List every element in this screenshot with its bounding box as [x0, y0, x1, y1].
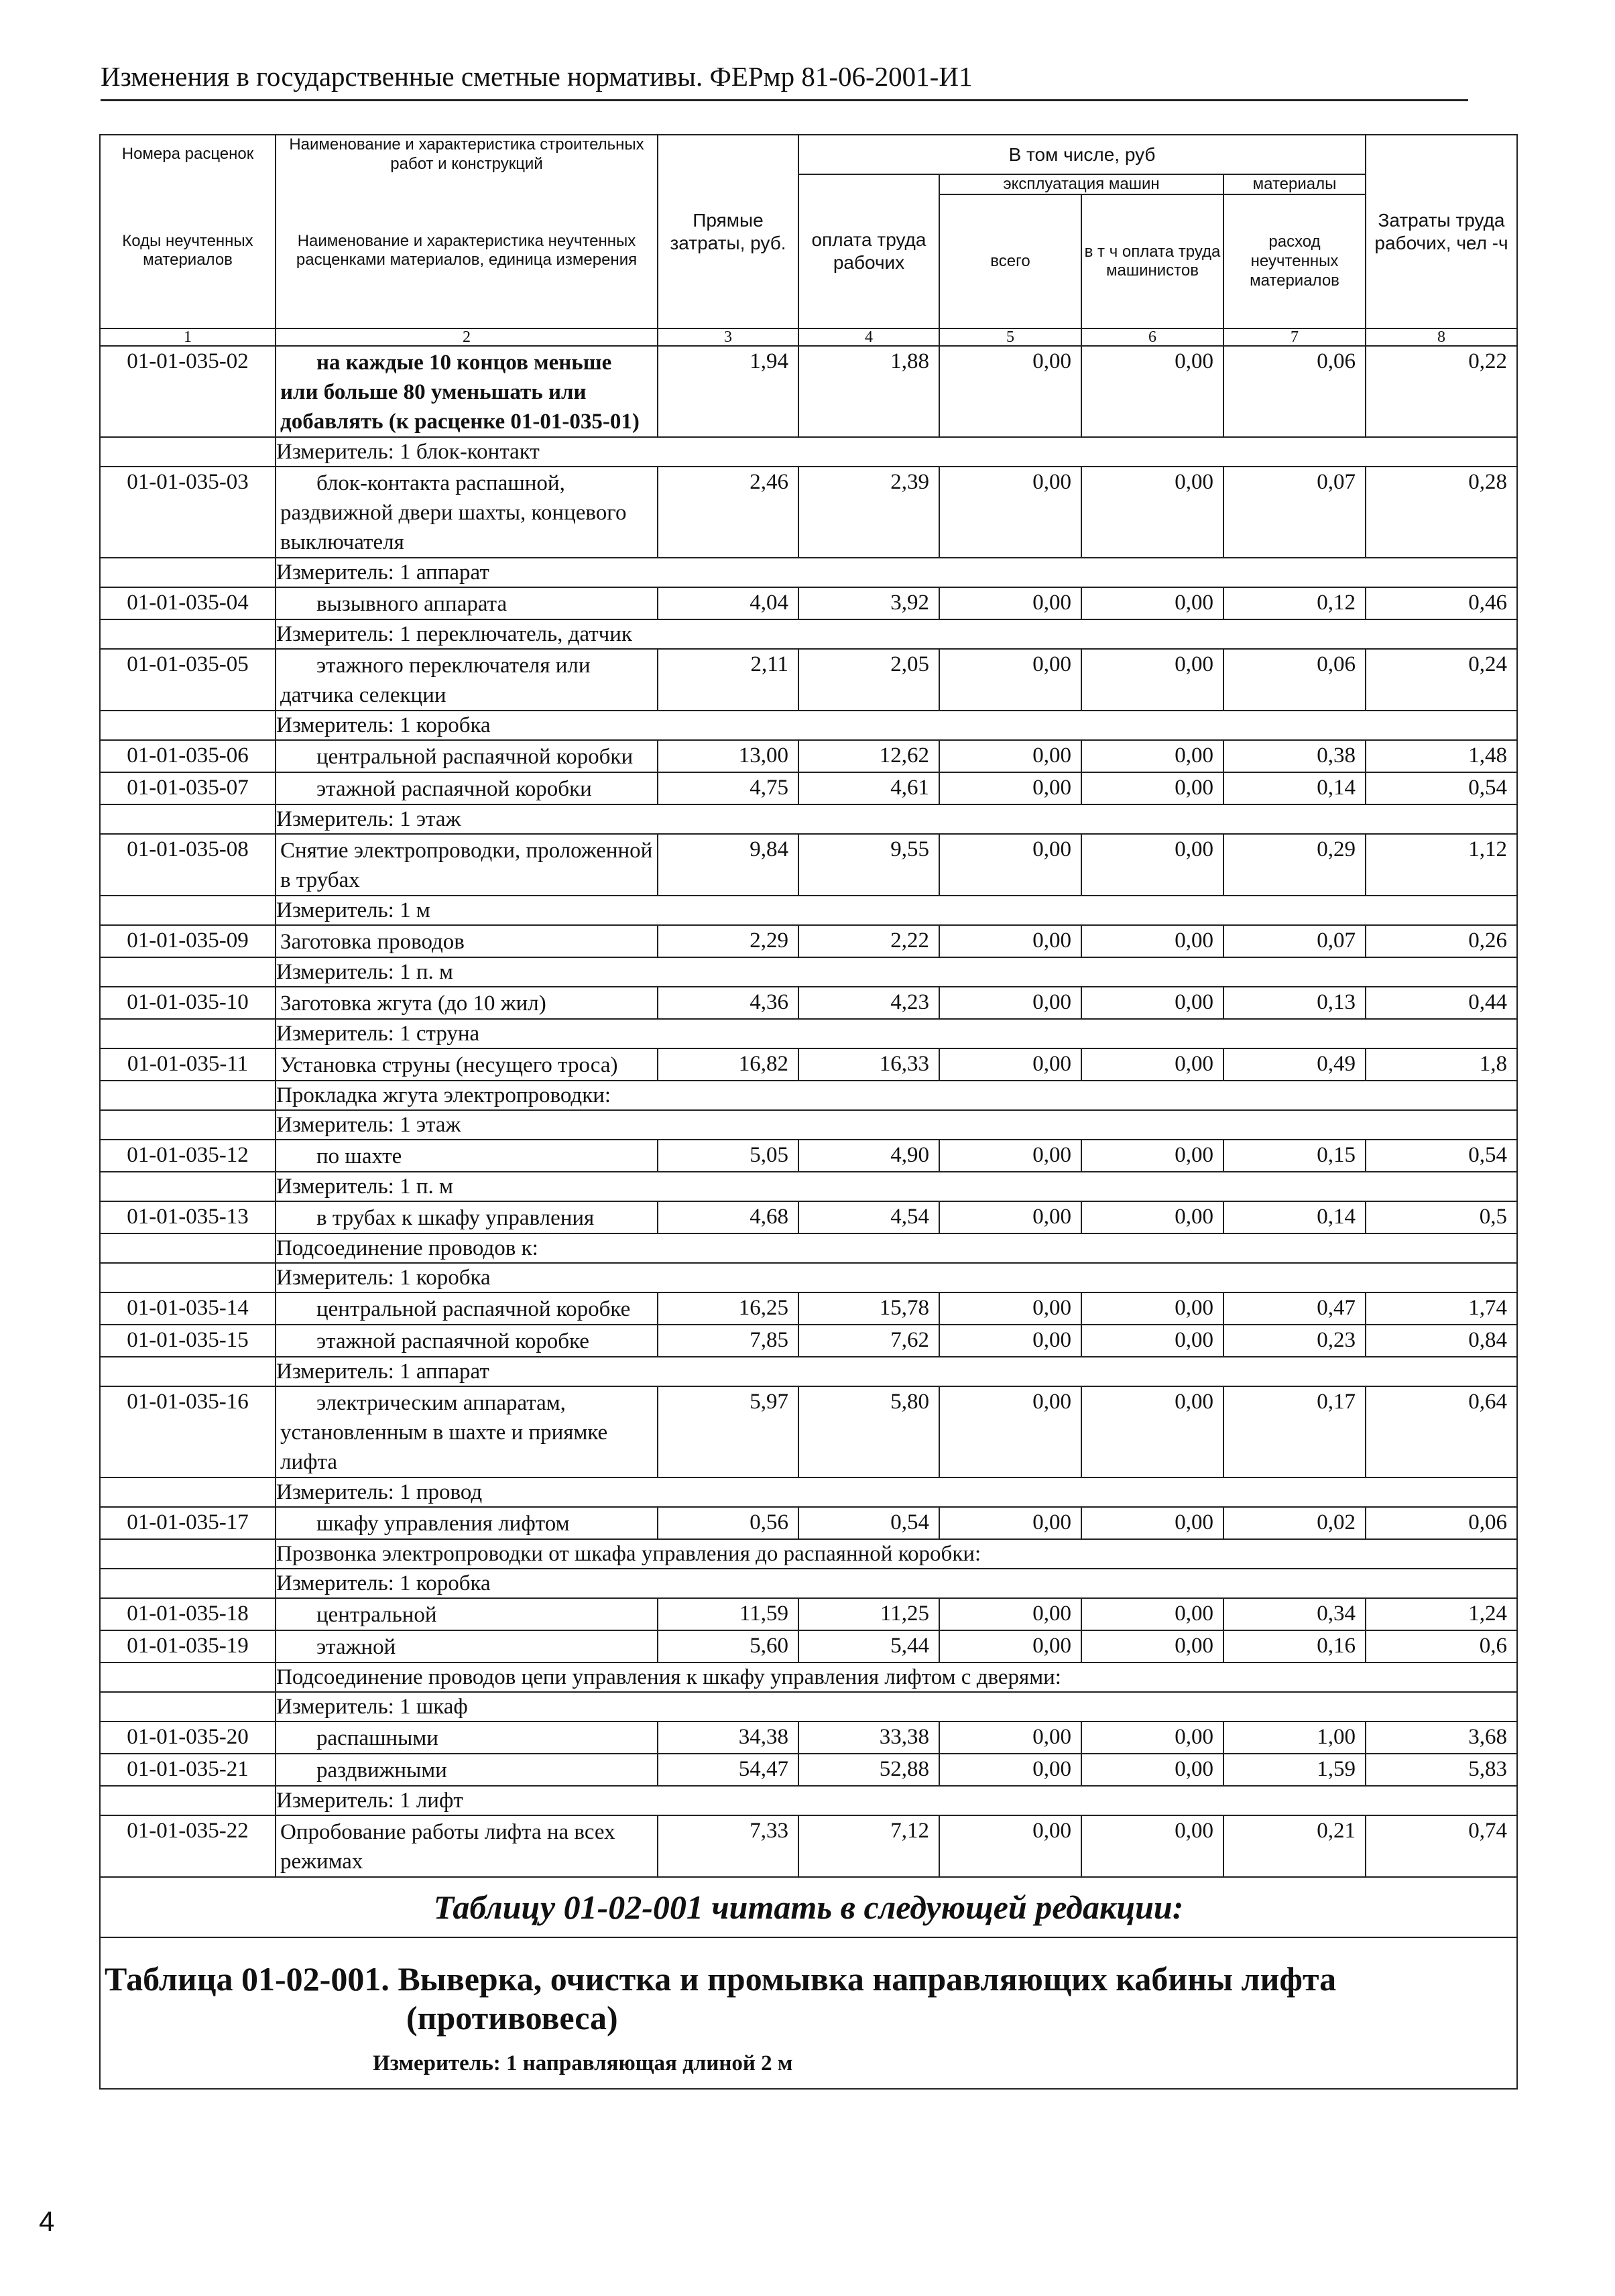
value-cell: 2,22 — [798, 925, 939, 957]
value-cell: 4,75 — [658, 772, 798, 804]
value-cell: 0,38 — [1223, 740, 1366, 772]
value-cell: 0,00 — [939, 1140, 1081, 1172]
header-machines: эксплуатация машин — [939, 174, 1223, 195]
value-cell: 0,00 — [939, 1598, 1081, 1630]
value-cell: 0,00 — [1081, 1754, 1223, 1786]
column-number: 1 — [100, 328, 276, 346]
table-row — [100, 1386, 1517, 1477]
column-number: 5 — [939, 328, 1081, 346]
value-cell: 0,14 — [1223, 772, 1366, 804]
value-cell: 0,14 — [1223, 1201, 1366, 1233]
work-name: на каждые 10 концов меньше или больше 80 уменьшать или добавлять (к расценке 01-01-035-01) — [276, 346, 658, 437]
measure-spacer — [100, 1172, 276, 1201]
value-cell: 2,05 — [798, 649, 939, 711]
value-cell: 0,24 — [1366, 649, 1517, 711]
value-cell: 2,11 — [658, 649, 798, 711]
table-row — [100, 1325, 1517, 1357]
header-machinist-pay: в т ч оплата труда машинистов — [1081, 194, 1223, 328]
value-cell: 0,00 — [1081, 1048, 1223, 1081]
measure-text: Измеритель: 1 лифт — [276, 1786, 1517, 1815]
value-cell: 0,46 — [1366, 587, 1517, 619]
rate-code: 01-01-035-15 — [100, 1325, 276, 1357]
value-cell: 0,00 — [1081, 587, 1223, 619]
value-cell: 0,00 — [939, 1754, 1081, 1786]
value-cell: 4,90 — [798, 1140, 939, 1172]
value-cell: 0,00 — [1081, 834, 1223, 896]
value-cell: 2,39 — [798, 467, 939, 558]
measure-spacer — [100, 1233, 276, 1263]
rate-code: 01-01-035-17 — [100, 1507, 276, 1539]
value-cell: 5,80 — [798, 1386, 939, 1477]
table-row — [100, 587, 1517, 619]
value-cell: 0,21 — [1223, 1815, 1366, 1877]
value-cell: 0,84 — [1366, 1325, 1517, 1357]
value-cell: 0,02 — [1223, 1507, 1366, 1539]
work-name: раздвижными — [276, 1754, 658, 1786]
work-name: центральной распаячной коробки — [276, 740, 658, 772]
header-labor-pay: оплата труда рабочих — [798, 174, 939, 329]
value-cell: 1,74 — [1366, 1292, 1517, 1325]
value-cell: 0,00 — [1081, 987, 1223, 1019]
value-cell: 0,00 — [939, 346, 1081, 437]
measure-spacer — [100, 1692, 276, 1721]
table-row — [100, 1721, 1517, 1754]
page-header-title: Изменения в государственные сметные нормативы. ФЕРмр 81-06-2001-И1 — [101, 61, 973, 92]
measure-text: Измеритель: 1 шкаф — [276, 1692, 1517, 1721]
work-name: этажного переключателя или датчика селекции — [276, 649, 658, 711]
table-row — [100, 925, 1517, 957]
table-row — [100, 1815, 1517, 1877]
work-name: Снятие электропроводки, проложенной в трубах — [276, 834, 658, 896]
value-cell: 0,00 — [939, 1201, 1081, 1233]
value-cell: 7,33 — [658, 1815, 798, 1877]
rate-code: 01-01-035-11 — [100, 1048, 276, 1081]
value-cell: 0,44 — [1366, 987, 1517, 1019]
value-cell: 4,04 — [658, 587, 798, 619]
table-row — [100, 1140, 1517, 1172]
read-as-row — [100, 1877, 1517, 1937]
header-labor-costs: Затраты труда рабочих, чел -ч — [1366, 135, 1517, 328]
value-cell: 0,74 — [1366, 1815, 1517, 1877]
header-including: В том числе, руб — [798, 135, 1366, 174]
rate-code: 01-01-035-02 — [100, 346, 276, 437]
next-table-title-line2: (противовеса) — [406, 1999, 618, 2037]
work-name: блок-контакта распашной, раздвижной двери шахты, концевого выключателя — [276, 467, 658, 558]
measure-spacer — [100, 1786, 276, 1815]
value-cell: 0,06 — [1223, 346, 1366, 437]
value-cell: 0,54 — [1366, 1140, 1517, 1172]
measure-row — [100, 1569, 1517, 1598]
column-number: 7 — [1223, 328, 1366, 346]
value-cell: 0,00 — [939, 1325, 1081, 1357]
table-row — [100, 1048, 1517, 1081]
value-cell: 0,49 — [1223, 1048, 1366, 1081]
value-cell: 0,6 — [1366, 1630, 1517, 1663]
value-cell: 0,22 — [1366, 346, 1517, 437]
value-cell: 0,00 — [1081, 772, 1223, 804]
value-cell: 0,00 — [939, 834, 1081, 896]
work-name: Заготовка проводов — [276, 925, 658, 957]
rate-code: 01-01-035-05 — [100, 649, 276, 711]
value-cell: 11,59 — [658, 1598, 798, 1630]
table-row — [100, 1507, 1517, 1539]
value-cell: 1,88 — [798, 346, 939, 437]
work-name: этажной — [276, 1630, 658, 1663]
value-cell: 0,00 — [939, 1721, 1081, 1754]
value-cell: 0,07 — [1223, 925, 1366, 957]
rate-code: 01-01-035-20 — [100, 1721, 276, 1754]
measure-spacer — [100, 711, 276, 740]
value-cell: 0,00 — [939, 1630, 1081, 1663]
measure-spacer — [100, 1569, 276, 1598]
column-number: 4 — [798, 328, 939, 346]
rate-code: 01-01-035-04 — [100, 587, 276, 619]
value-cell: 13,00 — [658, 740, 798, 772]
header-materials-unaccounted: расход неучтенных материалов — [1223, 194, 1366, 328]
measure-row — [100, 1357, 1517, 1386]
rate-code: 01-01-035-03 — [100, 467, 276, 558]
table-row — [100, 1598, 1517, 1630]
value-cell: 0,00 — [1081, 1140, 1223, 1172]
value-cell: 1,8 — [1366, 1048, 1517, 1081]
value-cell: 33,38 — [798, 1721, 939, 1754]
next-table-row — [100, 1937, 1517, 2089]
table-row — [100, 1754, 1517, 1786]
value-cell: 0,00 — [939, 587, 1081, 619]
value-cell: 0,00 — [939, 1048, 1081, 1081]
value-cell: 0,00 — [939, 772, 1081, 804]
measure-text: Подсоединение проводов цепи управления к шкафу управления лифтом с дверями: — [276, 1663, 1517, 1692]
value-cell: 2,29 — [658, 925, 798, 957]
measure-text: Измеритель: 1 аппарат — [276, 558, 1517, 587]
work-name: распашными — [276, 1721, 658, 1754]
next-table-measure: Измеритель: 1 направляющая длиной 2 м — [373, 2051, 793, 2076]
value-cell: 3,92 — [798, 587, 939, 619]
value-cell: 1,00 — [1223, 1721, 1366, 1754]
value-cell: 0,47 — [1223, 1292, 1366, 1325]
value-cell: 1,94 — [658, 346, 798, 437]
value-cell: 0,54 — [1366, 772, 1517, 804]
value-cell: 4,54 — [798, 1201, 939, 1233]
measure-spacer — [100, 619, 276, 649]
measure-row — [100, 804, 1517, 834]
measure-text: Измеритель: 1 переключатель, датчик — [276, 619, 1517, 649]
measure-spacer — [100, 1263, 276, 1292]
table-body — [100, 135, 1517, 2089]
column-number: 8 — [1366, 328, 1517, 346]
value-cell: 5,05 — [658, 1140, 798, 1172]
header-material-codes: Коды неучтенных материалов — [100, 174, 276, 329]
value-cell: 0,00 — [1081, 1386, 1223, 1477]
measure-spacer — [100, 957, 276, 987]
measure-spacer — [100, 1477, 276, 1507]
value-cell: 0,00 — [1081, 1292, 1223, 1325]
measure-spacer — [100, 558, 276, 587]
measure-row — [100, 1692, 1517, 1721]
value-cell: 0,26 — [1366, 925, 1517, 957]
measure-spacer — [100, 804, 276, 834]
value-cell: 12,62 — [798, 740, 939, 772]
measure-row — [100, 1019, 1517, 1048]
value-cell: 3,68 — [1366, 1721, 1517, 1754]
value-cell: 0,00 — [939, 740, 1081, 772]
header-direct-costs: Прямые затраты, руб. — [658, 135, 798, 328]
value-cell: 4,36 — [658, 987, 798, 1019]
value-cell: 54,47 — [658, 1754, 798, 1786]
table-row — [100, 834, 1517, 896]
value-cell: 4,61 — [798, 772, 939, 804]
measure-text: Измеритель: 1 провод — [276, 1477, 1517, 1507]
work-name: этажной распаячной коробке — [276, 1325, 658, 1357]
table-row — [100, 467, 1517, 558]
header-rate-number: Номера расценок — [100, 135, 276, 174]
value-cell: 52,88 — [798, 1754, 939, 1786]
value-cell: 1,12 — [1366, 834, 1517, 896]
value-cell: 0,00 — [939, 649, 1081, 711]
measure-text: Измеритель: 1 коробка — [276, 1263, 1517, 1292]
value-cell: 0,64 — [1366, 1386, 1517, 1477]
measure-row — [100, 558, 1517, 587]
measure-row — [100, 1081, 1517, 1110]
value-cell: 1,59 — [1223, 1754, 1366, 1786]
value-cell: 0,00 — [939, 1386, 1081, 1477]
value-cell: 0,00 — [939, 1507, 1081, 1539]
price-table — [99, 134, 1518, 2090]
measure-text: Измеритель: 1 п. м — [276, 1172, 1517, 1201]
value-cell: 0,13 — [1223, 987, 1366, 1019]
work-name: Установка струны (несущего троса) — [276, 1048, 658, 1081]
measure-row — [100, 1663, 1517, 1692]
rate-code: 01-01-035-10 — [100, 987, 276, 1019]
rate-code: 01-01-035-08 — [100, 834, 276, 896]
measure-text: Измеритель: 1 блок-контакт — [276, 437, 1517, 467]
value-cell: 0,12 — [1223, 587, 1366, 619]
value-cell: 0,00 — [1081, 925, 1223, 957]
measure-row — [100, 619, 1517, 649]
rate-code: 01-01-035-07 — [100, 772, 276, 804]
value-cell: 0,23 — [1223, 1325, 1366, 1357]
table-row — [100, 346, 1517, 437]
value-cell: 0,5 — [1366, 1201, 1517, 1233]
value-cell: 9,84 — [658, 834, 798, 896]
table-row — [100, 772, 1517, 804]
work-name: этажной распаячной коробки — [276, 772, 658, 804]
value-cell: 5,97 — [658, 1386, 798, 1477]
measure-text: Измеритель: 1 струна — [276, 1019, 1517, 1048]
measure-text: Прозвонка электропроводки от шкафа управления до распаянной коробки: — [276, 1539, 1517, 1569]
measure-row — [100, 711, 1517, 740]
value-cell: 5,44 — [798, 1630, 939, 1663]
measure-text: Измеритель: 1 коробка — [276, 1569, 1517, 1598]
column-number: 2 — [276, 328, 658, 346]
value-cell: 0,00 — [939, 925, 1081, 957]
rate-code: 01-01-035-12 — [100, 1140, 276, 1172]
value-cell: 0,00 — [1081, 1325, 1223, 1357]
work-name: Опробование работы лифта на всех режимах — [276, 1815, 658, 1877]
value-cell: 7,85 — [658, 1325, 798, 1357]
measure-row — [100, 957, 1517, 987]
measure-spacer — [100, 1110, 276, 1140]
measure-spacer — [100, 1539, 276, 1569]
value-cell: 0,00 — [1081, 1815, 1223, 1877]
value-cell: 0,07 — [1223, 467, 1366, 558]
value-cell: 0,34 — [1223, 1598, 1366, 1630]
value-cell: 7,62 — [798, 1325, 939, 1357]
rate-code: 01-01-035-19 — [100, 1630, 276, 1663]
header-work-name: Наименование и характеристика строительных работ и конструкций — [276, 135, 658, 174]
measure-row — [100, 1110, 1517, 1140]
column-number: 6 — [1081, 328, 1223, 346]
work-name: электрическим аппаратам, установленным в шахте и приямке лифта — [276, 1386, 658, 1477]
table-row — [100, 1201, 1517, 1233]
column-number-row — [100, 328, 1517, 346]
table-row — [100, 1292, 1517, 1325]
work-name: центральной распаячной коробке — [276, 1292, 658, 1325]
value-cell: 1,48 — [1366, 740, 1517, 772]
work-name: центральной — [276, 1598, 658, 1630]
value-cell: 5,60 — [658, 1630, 798, 1663]
measure-row — [100, 1172, 1517, 1201]
value-cell: 34,38 — [658, 1721, 798, 1754]
measure-text: Измеритель: 1 аппарат — [276, 1357, 1517, 1386]
measure-row — [100, 1477, 1517, 1507]
value-cell: 16,33 — [798, 1048, 939, 1081]
measure-text: Измеритель: 1 этаж — [276, 1110, 1517, 1140]
value-cell: 15,78 — [798, 1292, 939, 1325]
header-material-name: Наименование и характеристика неучтенных расценками материалов, единица измерения — [276, 174, 658, 329]
measure-spacer — [100, 1019, 276, 1048]
header-materials: материалы — [1223, 174, 1366, 195]
read-as-note: Таблицу 01-02-001 читать в следующей редакции: — [100, 1877, 1517, 1937]
next-table-title — [100, 1937, 1517, 2089]
value-cell: 0,00 — [939, 1815, 1081, 1877]
value-cell: 0,00 — [1081, 1507, 1223, 1539]
measure-text: Подсоединение проводов к: — [276, 1233, 1517, 1263]
measure-spacer — [100, 1357, 276, 1386]
measure-text: Прокладка жгута электропроводки: — [276, 1081, 1517, 1110]
work-name: Заготовка жгута (до 10 жил) — [276, 987, 658, 1019]
measure-row — [100, 896, 1517, 925]
table-row — [100, 1630, 1517, 1663]
value-cell: 0,16 — [1223, 1630, 1366, 1663]
measure-spacer — [100, 1081, 276, 1110]
value-cell: 0,00 — [1081, 1598, 1223, 1630]
value-cell: 0,29 — [1223, 834, 1366, 896]
value-cell: 0,17 — [1223, 1386, 1366, 1477]
measure-spacer — [100, 1663, 276, 1692]
value-cell: 0,00 — [1081, 467, 1223, 558]
header-rule — [101, 99, 1468, 101]
header-machines-total: всего — [939, 194, 1081, 328]
measure-spacer — [100, 437, 276, 467]
value-cell: 1,24 — [1366, 1598, 1517, 1630]
value-cell: 11,25 — [798, 1598, 939, 1630]
table-row — [100, 740, 1517, 772]
value-cell: 0,00 — [1081, 1201, 1223, 1233]
value-cell: 0,00 — [1081, 1630, 1223, 1663]
value-cell: 2,46 — [658, 467, 798, 558]
value-cell: 0,06 — [1366, 1507, 1517, 1539]
measure-text: Измеритель: 1 м — [276, 896, 1517, 925]
value-cell: 4,68 — [658, 1201, 798, 1233]
rate-code: 01-01-035-13 — [100, 1201, 276, 1233]
measure-row — [100, 1263, 1517, 1292]
work-name: шкафу управления лифтом — [276, 1507, 658, 1539]
work-name: в трубах к шкафу управления — [276, 1201, 658, 1233]
column-number: 3 — [658, 328, 798, 346]
table-row — [100, 987, 1517, 1019]
value-cell: 0,00 — [1081, 346, 1223, 437]
value-cell: 16,82 — [658, 1048, 798, 1081]
value-cell: 5,83 — [1366, 1754, 1517, 1786]
rate-code: 01-01-035-16 — [100, 1386, 276, 1477]
value-cell: 0,28 — [1366, 467, 1517, 558]
measure-text: Измеритель: 1 п. м — [276, 957, 1517, 987]
value-cell: 0,56 — [658, 1507, 798, 1539]
value-cell: 0,00 — [939, 1292, 1081, 1325]
measure-row — [100, 437, 1517, 467]
measure-row — [100, 1539, 1517, 1569]
value-cell: 7,12 — [798, 1815, 939, 1877]
value-cell: 0,00 — [939, 467, 1081, 558]
rate-code: 01-01-035-21 — [100, 1754, 276, 1786]
value-cell: 0,06 — [1223, 649, 1366, 711]
rate-code: 01-01-035-18 — [100, 1598, 276, 1630]
measure-text: Измеритель: 1 этаж — [276, 804, 1517, 834]
measure-text: Измеритель: 1 коробка — [276, 711, 1517, 740]
value-cell: 0,00 — [1081, 1721, 1223, 1754]
next-table-title-line1: Таблица 01-02-001. Выверка, очистка и промывка направляющих кабины лифта — [105, 1960, 1337, 1998]
value-cell: 0,54 — [798, 1507, 939, 1539]
measure-row — [100, 1786, 1517, 1815]
value-cell: 4,23 — [798, 987, 939, 1019]
page-number: 4 — [39, 2206, 55, 2237]
value-cell: 0,00 — [1081, 649, 1223, 711]
value-cell: 0,15 — [1223, 1140, 1366, 1172]
table-row — [100, 649, 1517, 711]
value-cell: 16,25 — [658, 1292, 798, 1325]
value-cell: 9,55 — [798, 834, 939, 896]
rate-code: 01-01-035-22 — [100, 1815, 276, 1877]
rate-code: 01-01-035-14 — [100, 1292, 276, 1325]
work-name: по шахте — [276, 1140, 658, 1172]
measure-row — [100, 1233, 1517, 1263]
rate-code: 01-01-035-06 — [100, 740, 276, 772]
rate-code: 01-01-035-09 — [100, 925, 276, 957]
value-cell: 0,00 — [939, 987, 1081, 1019]
value-cell: 0,00 — [1081, 740, 1223, 772]
work-name: вызывного аппарата — [276, 587, 658, 619]
measure-spacer — [100, 896, 276, 925]
